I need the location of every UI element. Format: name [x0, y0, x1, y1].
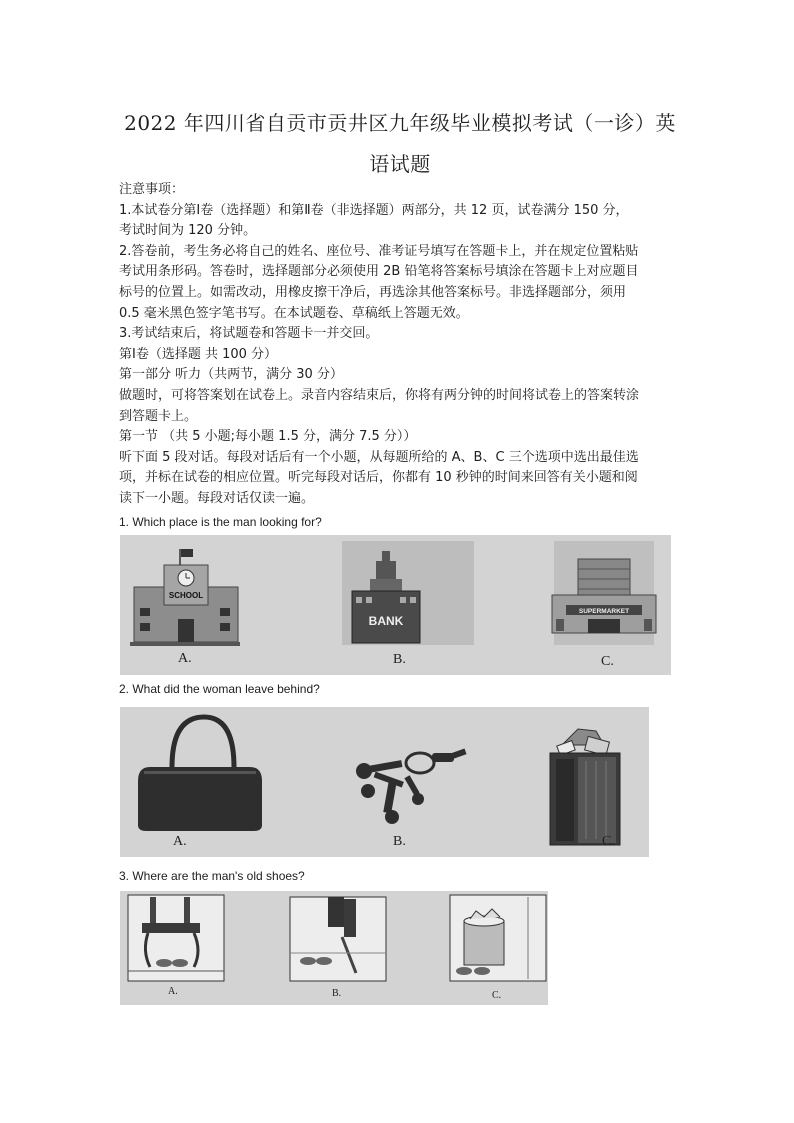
- handbag-icon: [138, 717, 262, 831]
- school-sign: SCHOOL: [168, 591, 204, 600]
- instruction-line: 考试用条形码。答卷时，选择题部分必须使用 2B 铅笔将答案标号填涂在答题卡上对应题目: [119, 264, 639, 280]
- bank-sign: BANK: [368, 614, 404, 628]
- table-with-shoes-icon: [290, 897, 386, 981]
- option-a-label: A.: [178, 651, 192, 666]
- question-2-illustrations: [120, 707, 649, 857]
- instruction-line: 第Ⅰ卷（选择题 共 100 分）: [119, 346, 278, 362]
- instruction-line: 3.考试结束后，将试题卷和答题卡一并交回。: [119, 326, 379, 342]
- instruction-line: 考试时间为 120 分钟。: [119, 223, 257, 239]
- wallet-icon: [550, 729, 620, 845]
- instruction-line: 到答题卡上。: [119, 408, 198, 424]
- option-a-label: A.: [173, 834, 187, 849]
- supermarket-sign: SUPERMARKET: [578, 608, 630, 615]
- question-1-image-panel: [120, 535, 671, 675]
- option-c-label: C.: [602, 834, 615, 849]
- option-b-label: B.: [393, 834, 406, 849]
- instruction-line: 注意事项：: [119, 182, 185, 197]
- instruction-line: 做题时，可将答案划在试卷上。录音内容结束后，你将有两分钟的时间将试卷上的答案转涂: [119, 387, 640, 403]
- option-a-label: A.: [168, 986, 178, 997]
- instruction-line: 2.答卷前，考生务必将自己的姓名、座位号、准考证号填写在答题卡上，并在规定位置粘贴: [119, 243, 639, 259]
- bank-building-icon: [342, 541, 474, 645]
- instruction-line: 标号的位置上。如需改动，用橡皮擦干净后，再选涂其他答案标号。非选择题部分，须用: [119, 284, 627, 300]
- exam-title-line-1: 2022 年四川省自贡市贡井区九年级毕业模拟考试（一诊）英: [124, 111, 676, 135]
- chair-with-shoes-icon: [128, 895, 224, 981]
- question-2-image-panel: [120, 707, 649, 857]
- instruction-line: 1.本试卷分第Ⅰ卷（选择题）和第Ⅱ卷（非选择题）两部分，共 12 页，试卷满分 150 分，: [119, 202, 629, 218]
- instruction-line: 0.5 毫米黑色签字笔书写。在本试题卷、草稿纸上答题无效。: [119, 305, 469, 321]
- exam-title-line-2: 语试题: [369, 152, 431, 176]
- keys-icon: [356, 748, 467, 824]
- instruction-line: 听下面 5 段对话。每段对话后有一个小题，从每题所给的 A、B、C 三个选项中选出最佳选: [119, 449, 639, 465]
- instruction-line: 读下一小题。每段对话仅读一遍。: [119, 490, 315, 506]
- option-b-label: B.: [332, 988, 342, 999]
- question-2-text: 2. What did the woman leave behind?: [119, 682, 320, 696]
- instructions-block: [119, 180, 677, 510]
- supermarket-building-icon: [552, 541, 656, 645]
- question-3-image-panel: [120, 891, 548, 1005]
- instruction-line: 第一节 （共 5 小题;每小题 1.5 分，满分 7.5 分））: [119, 429, 417, 445]
- option-b-label: B.: [393, 652, 406, 667]
- question-3-text: 3. Where are the man's old shoes?: [119, 869, 305, 883]
- option-c-label: C.: [601, 654, 614, 669]
- instruction-line: 项，并标在试卷的相应位置。听完每段对话后，你都有 10 秒钟的时间来回答有关小题和阅: [119, 470, 638, 486]
- instruction-line: 第一部分 听力（共两节，满分 30 分）: [119, 367, 343, 383]
- option-c-label: C.: [492, 990, 502, 1001]
- question-1-text: 1. Which place is the man looking for?: [119, 515, 322, 529]
- trash-bin-with-shoes-icon: [450, 895, 546, 981]
